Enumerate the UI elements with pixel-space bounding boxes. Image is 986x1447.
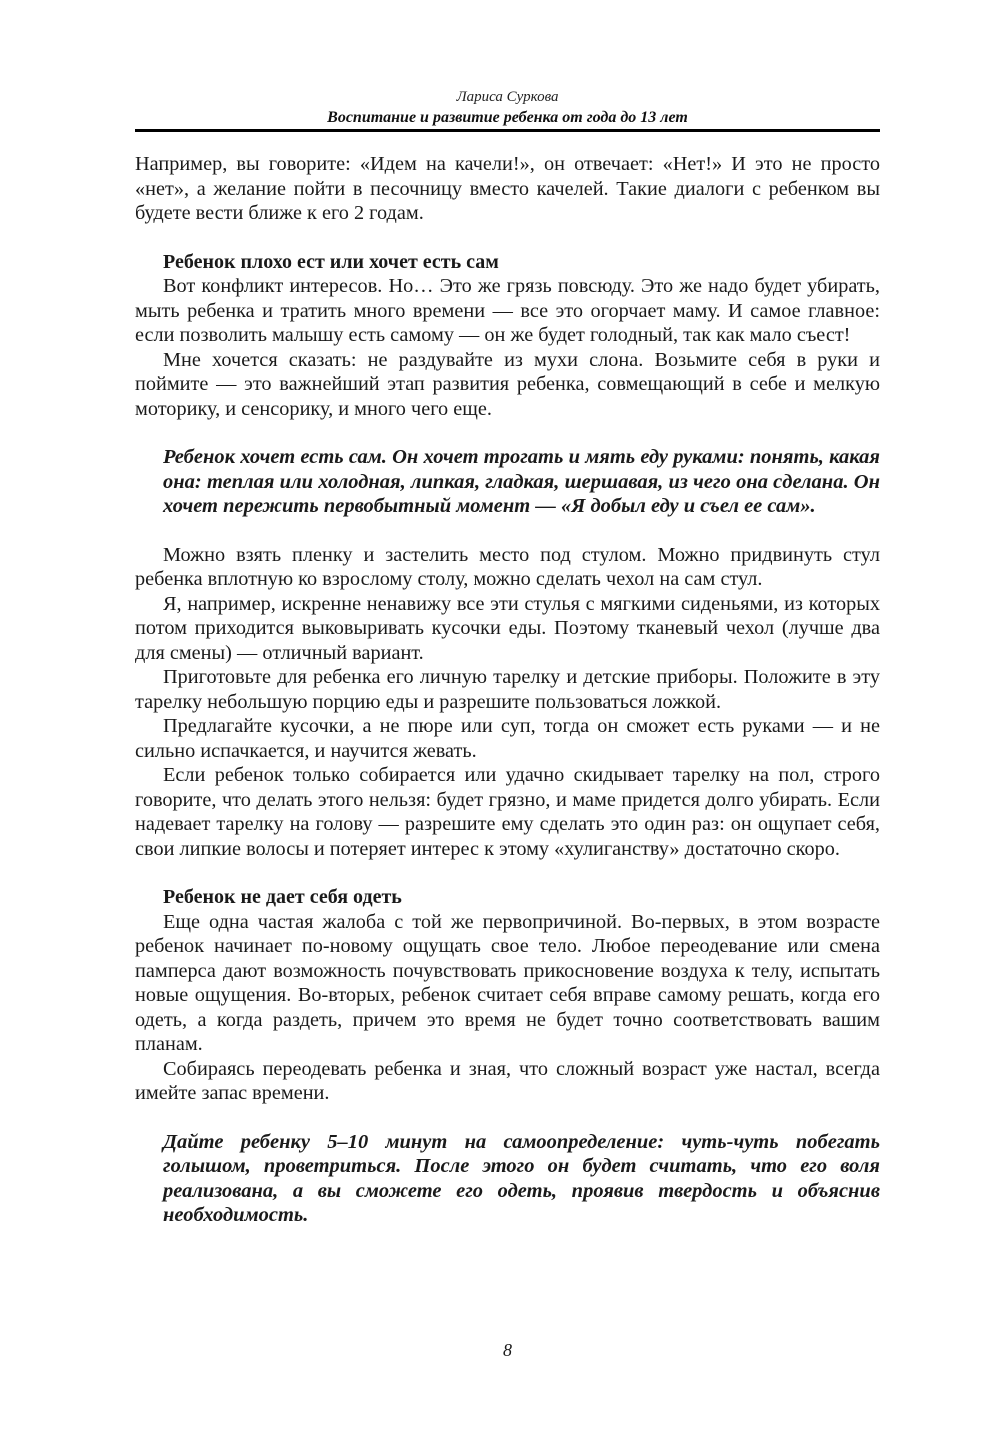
spacer: [135, 421, 880, 445]
paragraph: Вот конфликт интересов. Но… Это же грязь повсюду. Это же надо будет убирать, мыть ребенка и тратить много времени — все это огорчает маму. И самое главное: если позволить малышу есть самому — он же будет голодный, так как мало съест!: [135, 275, 880, 346]
paragraph: Собираясь переодевать ребенка и зная, что сложный возраст уже настал, всегда имейте запас времени.: [135, 1057, 880, 1104]
header-rule: [135, 129, 880, 132]
spacer: [135, 861, 880, 885]
paragraph: Если ребенок только собирается или удачно скидывает тарелку на пол, строго говорите, что делать этого нельзя: будет грязно, и маме придется долго убирать. Если надевает тарелку на голову — разрешите ему сделать это один раз: он ощупает себя, свои липкие волосы и потеряет интерес к этому «хулиганству» достаточно скоро.: [135, 764, 880, 860]
callout-dressing: Дайте ребенку 5–10 минут на самоопределение: чуть-чуть побегать голышом, проветриться. После этого он будет считать, что его воля реализована, а вы сможете его одеть, проявив твердость и объяснив необходимость.: [163, 1130, 880, 1226]
page-number: 8: [503, 1340, 512, 1360]
spacer: [135, 1106, 880, 1130]
header-author: Лариса Суркова: [456, 89, 559, 105]
paragraph: Можно взять пленку и застелить место под стулом. Можно придвинуть стул ребенка вплотную ко взрослому столу, можно сделать чехол на сам стул.: [135, 543, 880, 590]
paragraph: Приготовьте для ребенка его личную тарелку и детские приборы. Положите в эту тарелку небольшую порцию еды и разрешите пользоваться ложкой.: [135, 666, 880, 713]
paragraph-intro: Например, вы говорите: «Идем на качели!», он отвечает: «Нет!» И это не просто «нет», а желание пойти в песочницу вместо качелей. Такие диалоги с ребенком вы будете вести ближе к его 2 годам.: [135, 153, 880, 224]
paragraph: Предлагайте кусочки, а не пюре или суп, тогда он сможет есть руками — и не сильно испачкается, и научится жевать.: [135, 715, 880, 762]
spacer: [135, 519, 880, 543]
section-heading-dressing: Ребенок не дает себя одеть: [163, 886, 402, 908]
paragraph: Я, например, искренне ненавижу все эти стулья с мягкими сиденьями, из которых потом приходится выковыривать кусочки еды. Поэтому тканевый чехол (лучше два для смены) — отличный вариант.: [135, 592, 880, 664]
paragraph: Мне хочется сказать: не раздувайте из мухи слона. Возьмите себя в руки и поймите — это важнейший этап развития ребенка, совмещающий в себе и мелкую моторику, и сенсорику, и много чего еще.: [135, 348, 880, 420]
running-header: [135, 87, 880, 128]
page-body: [135, 152, 880, 1228]
header-book-title: Воспитание и развитие ребенка от года до 13 лет: [327, 109, 688, 126]
callout-eating: Ребенок хочет есть сам. Он хочет трогать и мять еду руками: понять, какая она: теплая или холодная, липкая, гладкая, шершавая, из чего она сделана. Он хочет пережить первобытный момент — «Я добыл еду и съел ее сам».: [163, 446, 880, 517]
paragraph: Еще одна частая жалоба с той же первопричиной. Во-первых, в этом возрасте ребенок начинает по-новому ощущать свое тело. Любое переодевание или смена памперса дают возможность почувствовать прикосновение воздуха к телу, испытать новые ощущения. Во-вторых, ребенок считает себя вправе самому решать, когда его одеть, а когда раздеть, причем это время не будет точно соответствовать вашим планам.: [135, 910, 880, 1055]
section-heading-eating: Ребенок плохо ест или хочет есть сам: [163, 250, 499, 273]
spacer: [135, 226, 880, 250]
